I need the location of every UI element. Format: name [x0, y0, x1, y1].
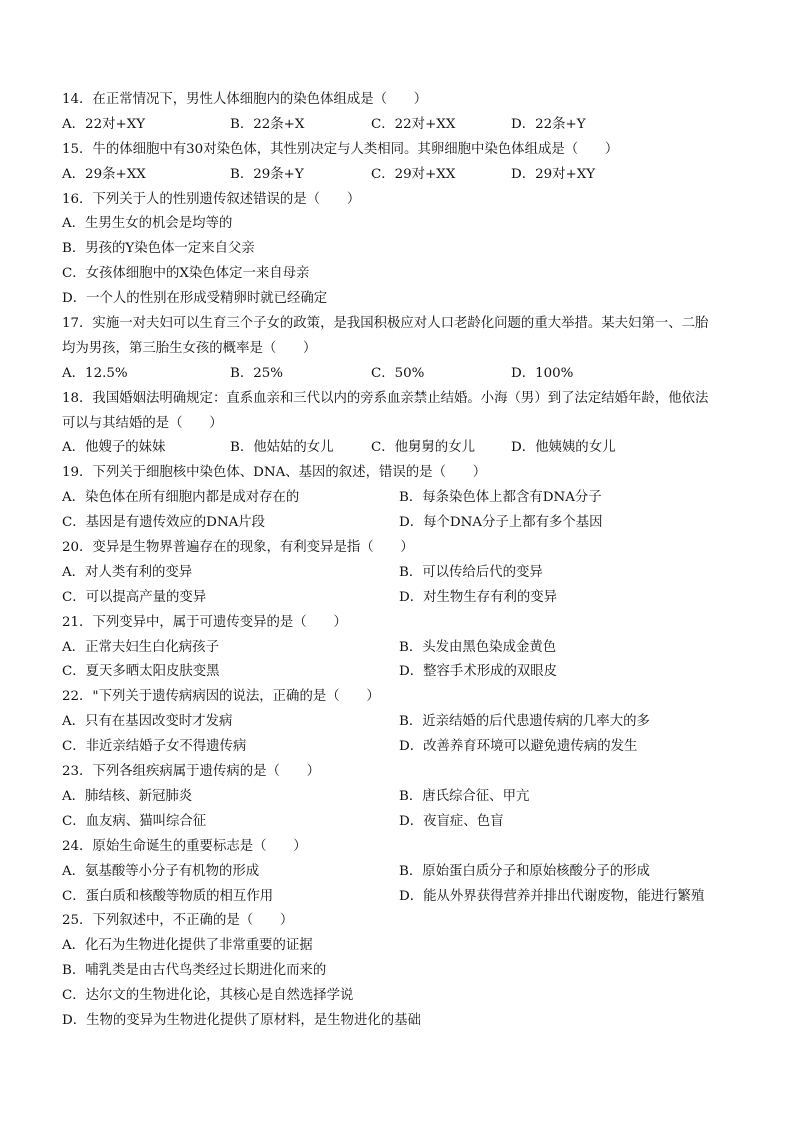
options-row [62, 885, 742, 910]
question-block [62, 536, 742, 611]
question-stem: 16．下列关于人的性别遗传叙述错误的是（ ） [62, 191, 361, 207]
answer-option: B．他姑姑的女儿 [230, 440, 334, 456]
question-block [62, 461, 742, 536]
answer-option: A．生男生女的机会是均等的 [62, 216, 233, 232]
answer-option: B．近亲结婚的后代患遗传病的几率大的多 [399, 714, 650, 730]
question-block [62, 387, 742, 462]
answer-option: B．可以传给后代的变异 [399, 564, 543, 580]
answer-option: D．整容手术形成的双眼皮 [399, 664, 558, 680]
question-stem: 23．下列各组疾病属于遗传病的是（ ） [62, 764, 321, 780]
question-stem: 21．下列变异中，属于可遗传变异的是（ ） [62, 614, 347, 630]
question-stem: 19．下列关于细胞核中染色体、DNA、基因的叙述，错误的是（ ） [62, 465, 487, 481]
question-stem: 可以与其结婚的是（ ） [62, 415, 223, 431]
question-block [62, 909, 742, 1033]
options-row [62, 710, 742, 735]
options-row [62, 636, 742, 661]
answer-option: B．男孩的Y染色体一定来自父亲 [62, 241, 255, 257]
answer-option: B．22条+X [230, 116, 305, 132]
answer-option: A．对人类有利的变异 [62, 564, 193, 580]
question-block [62, 760, 742, 835]
question-block [62, 312, 742, 387]
answer-option: D．夜盲症、色盲 [399, 813, 504, 829]
options-row [62, 810, 742, 835]
answer-option: C．女孩体细胞中的X染色体定一来自母亲 [62, 266, 310, 282]
answer-option: A．12.5% [62, 365, 128, 381]
options-row [62, 586, 742, 611]
answer-option: C．非近亲结婚子女不得遗传病 [62, 739, 247, 755]
question-stem: 25．下列叙述中，不正确的是（ ） [62, 913, 294, 929]
answer-option: A．只有在基因改变时才发病 [62, 714, 233, 730]
options-row [62, 362, 742, 387]
answer-option: C．他舅舅的女儿 [371, 440, 475, 456]
answer-option: D．22条+Y [511, 116, 586, 132]
answer-option: D．对生物生存有利的变异 [399, 589, 558, 605]
question-block [62, 138, 742, 188]
options-row [62, 113, 742, 138]
answer-option: B．25% [230, 365, 283, 381]
options-row [62, 163, 742, 188]
question-stem: 17．实施一对夫妇可以生育三个子女的政策，是我国积极应对人口老龄化问题的重大举措。某夫妇第一、二胎 [62, 316, 709, 332]
answer-option: D．生物的变异为生物进化提供了原材料，是生物进化的基础 [62, 1012, 421, 1028]
answer-option: B．29条+Y [230, 166, 304, 182]
answer-option: C．血友病、猫叫综合征 [62, 813, 207, 829]
answer-option: B．原始蛋白质分子和原始核酸分子的形成 [399, 863, 650, 879]
answer-option: D．他姨姨的女儿 [511, 440, 616, 456]
question-stem: 15．牛的体细胞中有30对染色体，其性别决定与人类相同。其卵细胞中染色体组成是（ ） [62, 141, 619, 157]
answer-option: A．化石为生物进化提供了非常重要的证据 [62, 938, 313, 954]
options-row [62, 561, 742, 586]
question-block [62, 188, 742, 312]
answer-option: A．染色体在所有细胞内都是成对存在的 [62, 490, 300, 506]
answer-option: C．达尔文的生物进化论，其核心是自然选择学说 [62, 988, 354, 1004]
question-list [62, 88, 742, 1034]
question-stem: 24．原始生命诞生的重要标志是（ ） [62, 838, 307, 854]
question-block [62, 611, 742, 686]
answer-option: A．正常夫妇生白化病孩子 [62, 639, 219, 655]
question-stem: 14．在正常情况下，男性人体细胞内的染色体组成是（ ） [62, 92, 428, 107]
answer-option: C．基因是有遗传效应的DNA片段 [62, 515, 266, 531]
options-row [62, 486, 742, 511]
question-block [62, 88, 742, 138]
answer-option: B．头发由黑色染成金黄色 [399, 639, 557, 655]
answer-option: C．22对+XX [371, 116, 456, 132]
answer-option: D．改善养育环境可以避免遗传病的发生 [399, 739, 638, 755]
options-row [62, 735, 742, 760]
answer-option: C．29对+XX [371, 166, 456, 182]
answer-option: C．蛋白质和核酸等物质的相互作用 [62, 888, 274, 904]
question-block [62, 835, 742, 910]
answer-option: A．氨基酸等小分子有机物的形成 [62, 863, 260, 879]
options-row [62, 436, 742, 461]
answer-option: A．22对+XY [62, 116, 146, 132]
answer-option: D．每个DNA分子上都有多个基因 [399, 515, 603, 531]
question-stem: 18．我国婚姻法明确规定：直系血亲和三代以内的旁系血亲禁止结婚。小海（男）到了法定结婚年龄，他依法 [62, 390, 709, 406]
options-row [62, 785, 742, 810]
answer-option: A．29条+XX [62, 166, 146, 182]
answer-option: B．唐氏综合征、甲亢 [399, 788, 530, 804]
options-row [62, 660, 742, 685]
options-row [62, 860, 742, 885]
question-stem: 20．变异是生物界普遍存在的现象，有利变异是指（ ） [62, 540, 414, 556]
answer-option: D．一个人的性别在形成受精卵时就已经确定 [62, 291, 328, 307]
answer-option: D．能从外界获得营养并排出代谢废物，能进行繁殖 [399, 888, 705, 904]
answer-option: D．100% [511, 365, 574, 381]
answer-option: A．他嫂子的妹妹 [62, 440, 166, 456]
answer-option: C．50% [371, 365, 425, 381]
question-block [62, 685, 742, 760]
answer-option: B．哺乳类是由古代鸟类经过长期进化而来的 [62, 963, 327, 979]
answer-option: C．可以提高产量的变异 [62, 589, 207, 605]
options-row [62, 511, 742, 536]
answer-option: C．夏天多晒太阳皮肤变黑 [62, 664, 220, 680]
answer-option: D．29对+XY [511, 166, 596, 182]
answer-option: A．肺结核、新冠肺炎 [62, 788, 193, 804]
question-stem: 22．"下列关于遗传病病因的说法，正确的是（ ） [62, 689, 380, 705]
answer-option: B．每条染色体上都含有DNA分子 [399, 490, 602, 506]
question-stem: 均为男孩，第三胎生女孩的概率是（ ） [62, 340, 317, 356]
